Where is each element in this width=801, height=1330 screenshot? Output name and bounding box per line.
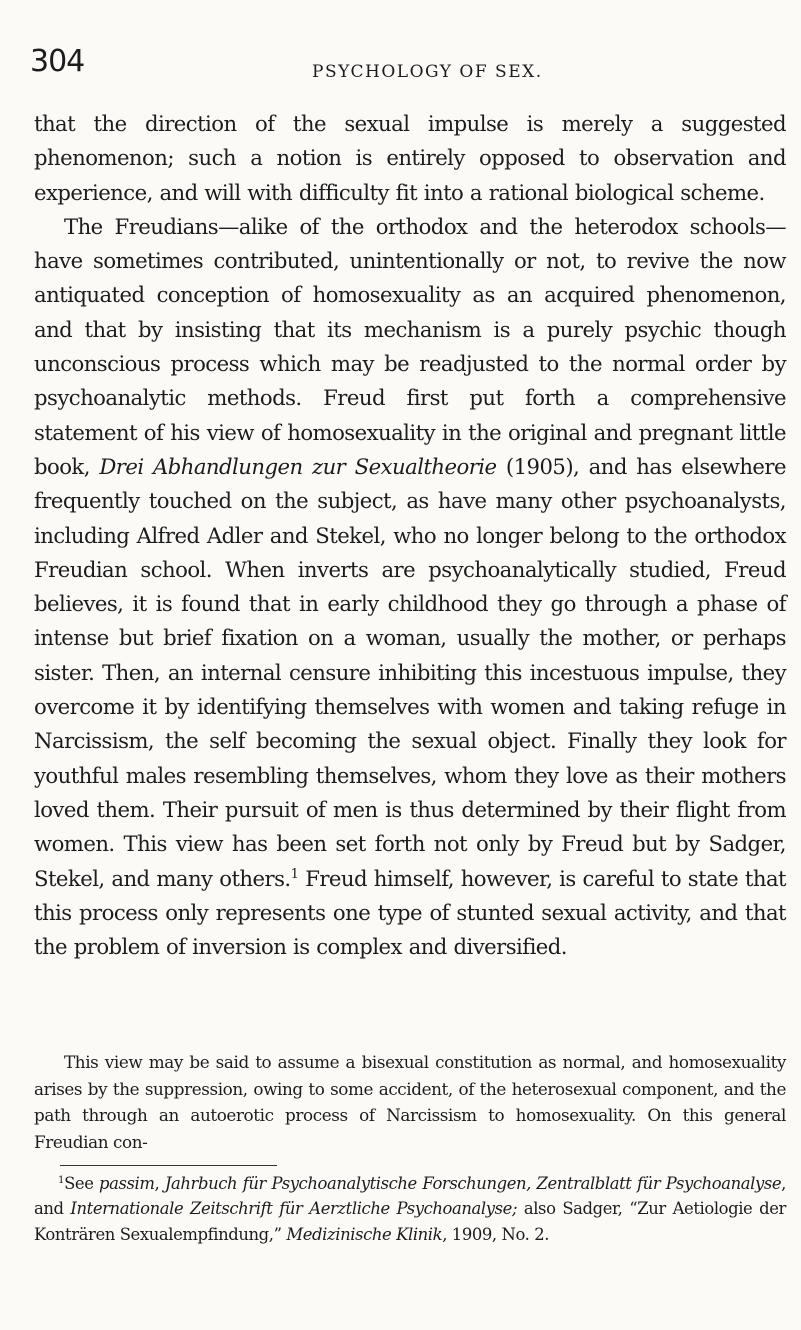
footnote-1 xyxy=(34,1171,786,1247)
footnotes xyxy=(34,1171,786,1247)
paragraph-2 xyxy=(34,210,786,965)
footnote-internationale: Internationale Zeitschrift für Aerztliche Psychoanalyse; xyxy=(70,1199,518,1219)
footnote-1-marker: 1 xyxy=(58,1174,65,1186)
paragraph-2-text-a: The Freudians—alike of the orthodox and the heterodox schools—have sometimes contributed, unintentionally or not, to revive the now antiquated conception of homosexuality as an acquired phenomenon, and that by insisting that its mechanism is a purely psychic though unconscious process which may be readjusted to the normal order by psychoanalytic methods. Freud first put forth a comprehensive statement of his view of homosexuality in the original and pregnant little book, xyxy=(34,213,786,479)
footnote-and: , and xyxy=(34,1174,786,1219)
paragraph-2-text-b: (1905), and has elsewhere frequently touched on the subject, as have many other psychoanalysts, including Alfred Adler and Stekel, who no longer belong to the orthodox Freudian school. When inverts are psychoanalytically studied, Freud believes, it is found that in early childhood they go through a phase of intense but brief fixation on a woman, usually the mother, or perhaps sister. Then, an internal censure inhibiting this incestuous impulse, they overcome it by identifying themselves with women and taking refuge in Narcissism, the self becoming the sexual object. Finally they look for youthful males resembling themselves, whom they love as their mothers loved them. Their pursuit of men is thus determined by their flight from women. This view has been set forth not only by Freud but by Sadger, Stekel, and many others. xyxy=(34,453,786,891)
small-print-section xyxy=(34,1049,786,1155)
running-head: PSYCHOLOGY OF SEX. xyxy=(312,62,543,82)
footnote-jahrbuch: Jahrbuch für Psychoanalytische Forschungen, Zentralblatt für Psychoanalyse xyxy=(164,1174,782,1193)
footnote-medizinische: Medizinische Klinik xyxy=(286,1224,443,1244)
footnote-marker: 1 xyxy=(290,866,299,882)
footnote-sep: , xyxy=(154,1174,165,1193)
footnote-see: See xyxy=(64,1174,100,1193)
page-number: 304 xyxy=(30,44,85,79)
paragraph-2-text-c: Freud himself, however, is careful to state that this process only represents one type of stunted sexual activity, and that the problem of inversion is complex and diversified. xyxy=(34,865,786,960)
book-title: Drei Abhandlungen zur Sexualtheorie xyxy=(99,453,497,479)
footnote-also: also Sadger, “Zur Aetiologie der Konträren Sexualempfindung,” xyxy=(34,1199,786,1244)
footnote-passim: passim xyxy=(99,1174,155,1193)
main-text xyxy=(34,107,786,964)
small-paragraph: This view may be said to assume a bisexual constitution as normal, and homosexuality arises by the suppression, owing to some accident, of the heterosexual component, and the path through an autoerotic process of Narcissism to homosexuality. On this general Freudian con- xyxy=(34,1052,786,1152)
footnote-divider xyxy=(60,1165,277,1166)
footnote-end: , 1909, No. 2. xyxy=(442,1224,550,1244)
paragraph-1: that the direction of the sexual impulse is merely a suggested phenomenon; such a notion is entirely opposed to observation and experience, and will with difficulty fit into a rational biological scheme. xyxy=(34,111,786,205)
